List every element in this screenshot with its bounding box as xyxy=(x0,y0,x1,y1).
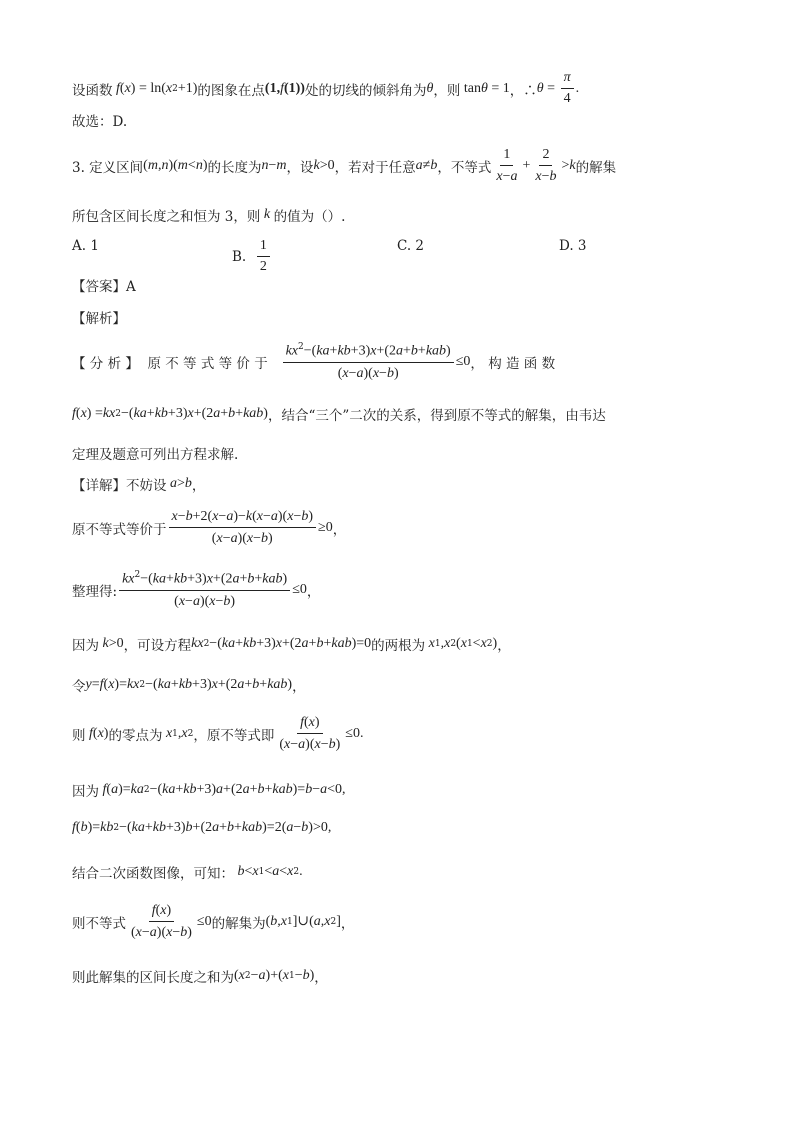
text-span: 则 xyxy=(72,727,86,744)
text-span: 定理及题意可列出方程求解. xyxy=(72,447,239,463)
because-line-1: 因为 k >0 ，可设方程 kx 2 −( ka + kb +3) x +(2 a + b + kab )=0 的两根为 x 1 , x 2 ( x 1 < x 2 ) ， xyxy=(72,636,511,654)
equation-line-2: 整理得: $\frac{kx^2-(ka+kb+3)x+(2a+b+kab)}{(x-a)(x-b)}$ ≤0 ， xyxy=(72,570,321,609)
text-span: 【 分 析 】 xyxy=(72,355,139,372)
option-b xyxy=(232,238,272,275)
text-span: ， 构 造 函 数 xyxy=(470,355,556,372)
detail-line: 【详解】不妨设 a > b ， xyxy=(72,476,206,494)
length-line: 则此解集的区间长度之和为 ( x 2 − a )+( x 1 − b ) ， xyxy=(72,968,328,986)
let-line: 令 y = f ( x )= kx 2 −( ka + kb +3) x +(2 a + b + kab ) ， xyxy=(72,677,306,695)
math-fraction: $\frac{f(x)}{(x-a)(x-b)}$ xyxy=(279,715,341,752)
analysis-line-2: f ( x ) = kx 2 −( ka + kb +3) x +(2 a + b + kab ) ，结合“三个”二次的关系，得到原不等式的解集，由韦达 xyxy=(72,406,606,424)
text-span: 的两根为 xyxy=(371,638,426,654)
option-b-label: B. xyxy=(232,248,247,265)
text-span: 令 xyxy=(72,679,86,695)
text-span: 设函数 xyxy=(72,82,113,99)
text-span: 的解集 xyxy=(575,160,617,176)
math-expr: f xyxy=(112,80,120,96)
option-d: D. 3 xyxy=(559,238,587,254)
answer-line xyxy=(72,275,136,295)
text-span: ，原不等式即 xyxy=(193,727,275,744)
text-span: 则此解集的区间长度之和为 xyxy=(72,970,234,986)
math-fraction: $\frac{1}{x-a}$ xyxy=(496,147,518,184)
text-span: 原不等式等价于 xyxy=(72,521,167,538)
text-span: ，∴ xyxy=(509,82,537,99)
fb-line: f ( b )= kb 2 −( ka + kb +3) b +(2 a + b + kab )=2( a − b )>0, xyxy=(72,820,332,835)
text-span: 结合二次函数图像，可知： xyxy=(72,866,234,882)
text-span: 3. 定义区间 xyxy=(72,160,144,176)
text-span: 整理得: xyxy=(72,583,118,600)
text-line-1: 设函数 f ( x ) = ln( x 2 +1) 的图象在点 (1,f(1)) 处的切线的倾斜角为 θ ，则 tan θ = 1 ，∴ θ = $\frac{\pi}{4}$ . xyxy=(72,70,580,106)
text-line-2 xyxy=(72,110,127,130)
text-span: 的值为（）. xyxy=(273,209,346,225)
text-span: ，若对于任意 xyxy=(334,160,416,176)
text-span: 的零点为 xyxy=(108,727,163,744)
text-span: 因为 xyxy=(72,638,99,654)
text-span: 的长度为 xyxy=(207,160,262,176)
text-span: 因为 xyxy=(72,784,99,800)
math-expr: (1,f(1)) xyxy=(264,80,305,96)
analysis-line-1: 【 分 析 】 原 不 等 式 等 价 于 $\frac{kx^2-(ka+kb+3)x+(2a+b+kab)}{(x-a)(x-b)}$ ≤0 ， 构 造 函 数 xyxy=(72,342,556,381)
math-fraction: $\frac{f(x)}{(x-a)(x-b)}$ xyxy=(131,903,192,940)
math-fraction: $\frac{1}{2}$ xyxy=(257,238,270,275)
options-row xyxy=(72,238,722,274)
analysis-line-3 xyxy=(72,443,238,463)
text-span: 所包含区间长度之和恒为 3，则 xyxy=(72,209,261,225)
combine-line: 结合二次函数图像，可知： b < x 1 < a < x 2 . xyxy=(72,864,303,882)
text-span: 的解集为 xyxy=(211,915,266,932)
equation-line-1: 原不等式等价于 $\frac{x-b+2(x-a)-k(x-a)(x-b)}{(x-a)(x-b)}$ ≥0 ， xyxy=(72,509,347,546)
text-span: 【详解】不妨设 xyxy=(72,478,167,494)
text-span: 的图象在点 xyxy=(197,82,265,99)
solution-line: 则不等式 $\frac{f(x)}{(x-a)(x-b)}$ ≤0 的解集为 ( b , x 1 ]∪( a , x 2 ] ， xyxy=(72,903,355,940)
text-span: ，不等式 xyxy=(437,160,492,176)
answer-text: 【答案】A xyxy=(72,279,136,295)
because-line-2: 因为 f ( a )= ka 2 −( ka + kb +3) a +(2 a + b + kab )= b − a <0, xyxy=(72,782,346,800)
math-fraction: $\frac{x-b+2(x-a)-k(x-a)(x-b)}{(x-a)(x-b)}$ xyxy=(169,508,317,547)
text-span: ，结合“三个”二次的关系，得到原不等式的解集，由韦达 xyxy=(267,408,606,424)
math-fraction: $\frac{\pi}{4}$ xyxy=(561,70,574,107)
math-fraction: $\frac{kx^2-(ka+kb+3)x+(2a+b+kab)}{(x-a)(x-b)}$ xyxy=(283,342,454,382)
analysis-tag-line xyxy=(72,307,126,327)
text-span: 故选：D. xyxy=(72,114,128,130)
analysis-tag: 【解析】 xyxy=(72,311,126,327)
text-span: 则不等式 xyxy=(72,915,126,932)
text-span: 处的切线的倾斜角为 xyxy=(304,82,427,99)
option-c: C. 2 xyxy=(397,238,425,254)
text-span: ，设 xyxy=(286,160,314,176)
text-span: ，则 xyxy=(433,82,461,99)
option-a: A. 1 xyxy=(72,238,99,254)
text-span: 原 不 等 式 等 价 于 xyxy=(147,355,268,372)
question-3-line-1: 3. 定义区间 ( m , n )( m < n ) 的长度为 n − m ，设 k >0 ，若对于任意 a ≠ b ，不等式 $\frac{1}{x-a}$ + $\frac{2}{x-b}$ > k 的解集 xyxy=(72,147,617,184)
math-fraction: $\frac{kx^2-(ka+kb+3)x+(2a+b+kab)}{(x-a)(x-b)}$ xyxy=(119,570,290,610)
text-span: ，可设方程 xyxy=(123,638,192,654)
math-fraction: $\frac{2}{x-b}$ xyxy=(535,147,557,184)
question-3-line-2: 所包含区间长度之和恒为 3，则 k 的值为（）. xyxy=(72,207,346,225)
zero-line: 则 f ( x ) 的零点为 x 1 , x 2 ，原不等式即 $\frac{f(x)}{(x-a)(x-b)}$ ≤0. xyxy=(72,715,364,752)
